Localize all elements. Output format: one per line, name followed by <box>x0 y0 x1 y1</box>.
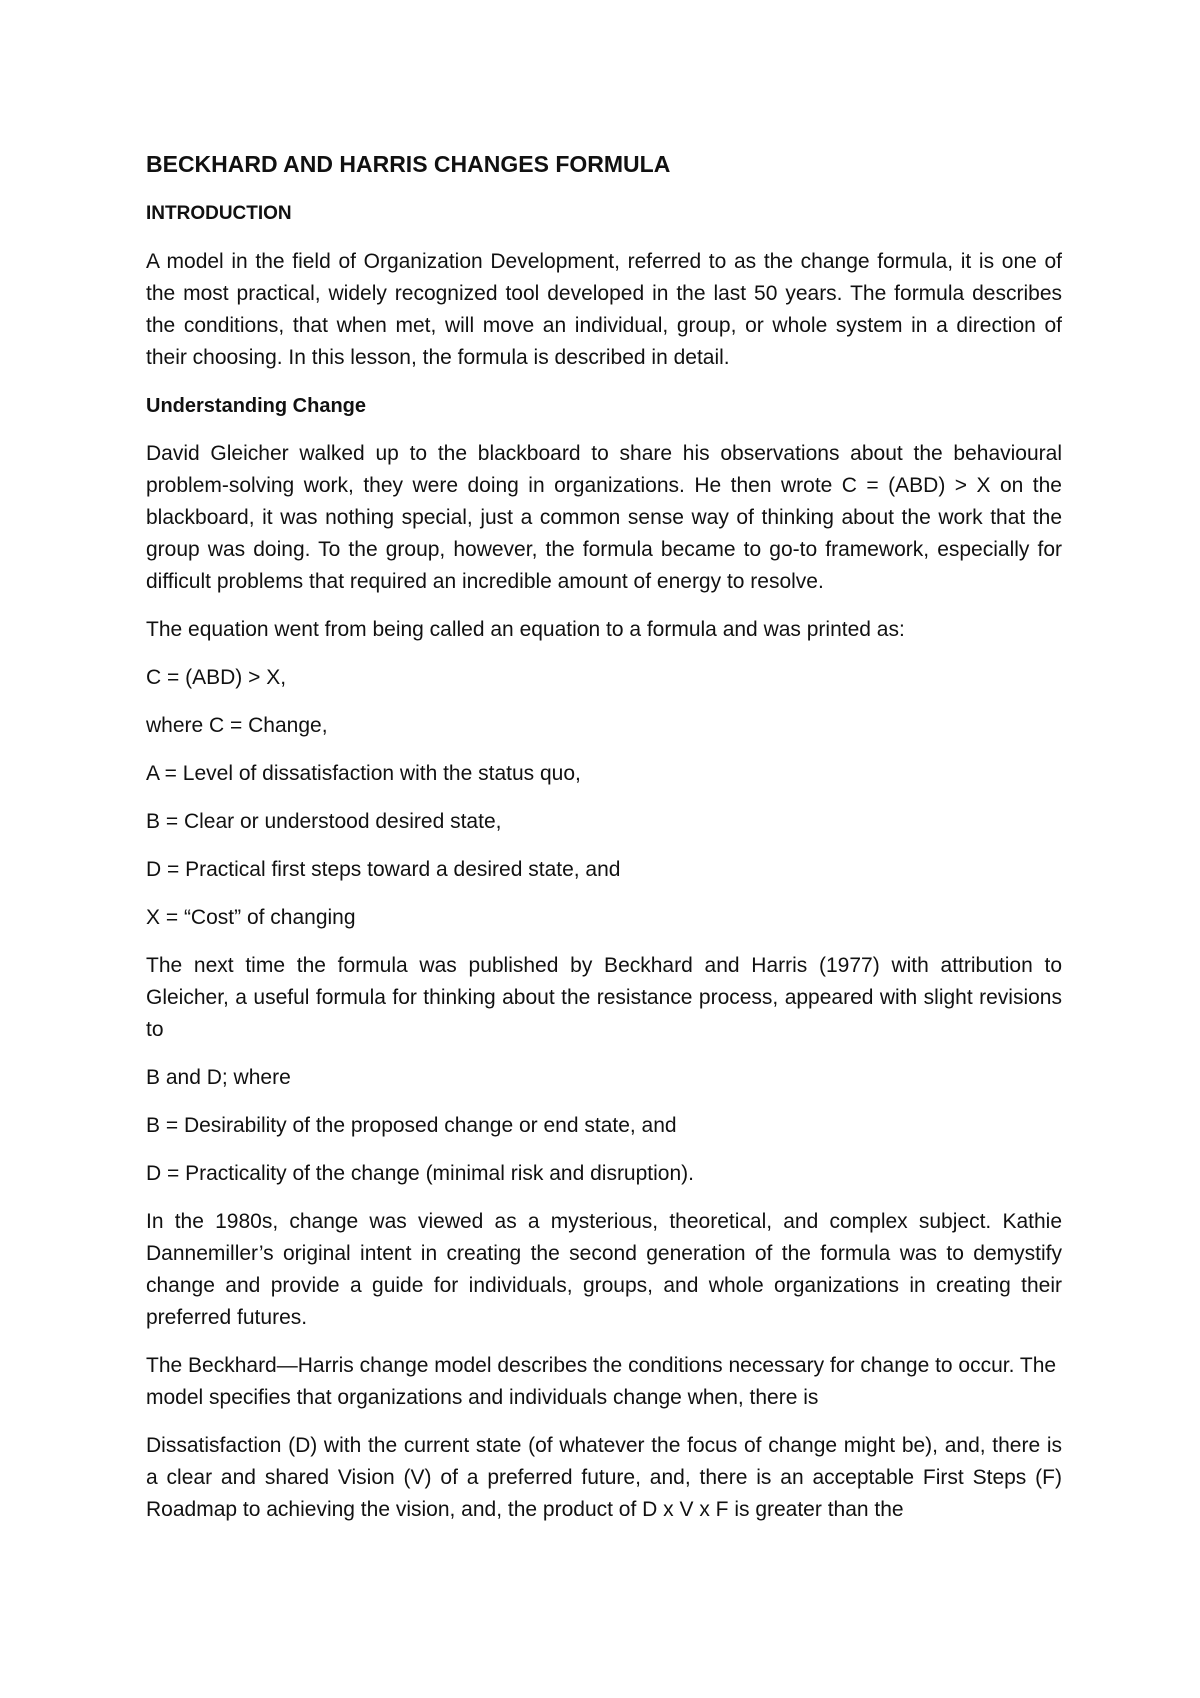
intro-heading: INTRODUCTION <box>146 203 292 224</box>
dissatisfaction-paragraph: Dissatisfaction (D) with the current state (of whatever the focus of change might be), and, there is a clear and shared Vision (V) of a preferred future, and, there is an acceptable First Steps (F) Roadmap to achieving the vision, and, the product of D x V x F is greater than the <box>146 1434 1062 1521</box>
model-paragraph: The Beckhard—Harris change model describes the conditions necessary for change to occur. The model specifies that organizations and individuals change when, there is <box>146 1354 1057 1409</box>
formula-line: D = Practical first steps toward a desired state, and <box>146 858 621 881</box>
eighties-paragraph: In the 1980s, change was viewed as a mysterious, theoretical, and complex subject. Kathie Dannemiller’s original intent in creating the second generation of the formula was to demystify change and provide a guide for individuals, groups, and whole organizations in creating their preferred futures. <box>146 1210 1062 1329</box>
formula-line: where C = Change, <box>146 714 328 737</box>
revision-line: B and D; where <box>146 1066 291 1089</box>
revision-line: B = Desirability of the proposed change or end state, and <box>146 1114 677 1137</box>
revision-line: D = Practicality of the change (minimal risk and disruption). <box>146 1162 694 1185</box>
revision-paragraph: The next time the formula was published by Beckhard and Harris (1977) with attribution to Gleicher, a useful formula for thinking about the resistance process, appeared with slight revisions to <box>146 954 1062 1041</box>
formula-line: X = “Cost” of changing <box>146 906 356 929</box>
intro-paragraph: A model in the field of Organization Development, referred to as the change formula, it is one of the most practical, widely recognized tool developed in the last 50 years. The formula describes the conditions, that when met, will move an individual, group, or whole system in a direction of their choosing. In this lesson, the formula is described in detail. <box>146 250 1062 369</box>
understanding-paragraph: David Gleicher walked up to the blackboard to share his observations about the behavioural problem-solving work, they were doing in organizations. He then wrote C = (ABD) > X on the blackboard, it was nothing special, just a common sense way of thinking about the work that the group was doing. To the group, however, the formula became to go-to framework, especially for difficult problems that required an incredible amount of energy to resolve. <box>146 442 1062 593</box>
document-title: BECKHARD AND HARRIS CHANGES FORMULA <box>146 151 671 177</box>
understanding-heading: Understanding Change <box>146 395 367 417</box>
formula-line: A = Level of dissatisfaction with the status quo, <box>146 762 581 785</box>
formula-line: B = Clear or understood desired state, <box>146 810 502 833</box>
equation-intro: The equation went from being called an equation to a formula and was printed as: <box>146 618 905 641</box>
formula-line: C = (ABD) > X, <box>146 666 287 689</box>
